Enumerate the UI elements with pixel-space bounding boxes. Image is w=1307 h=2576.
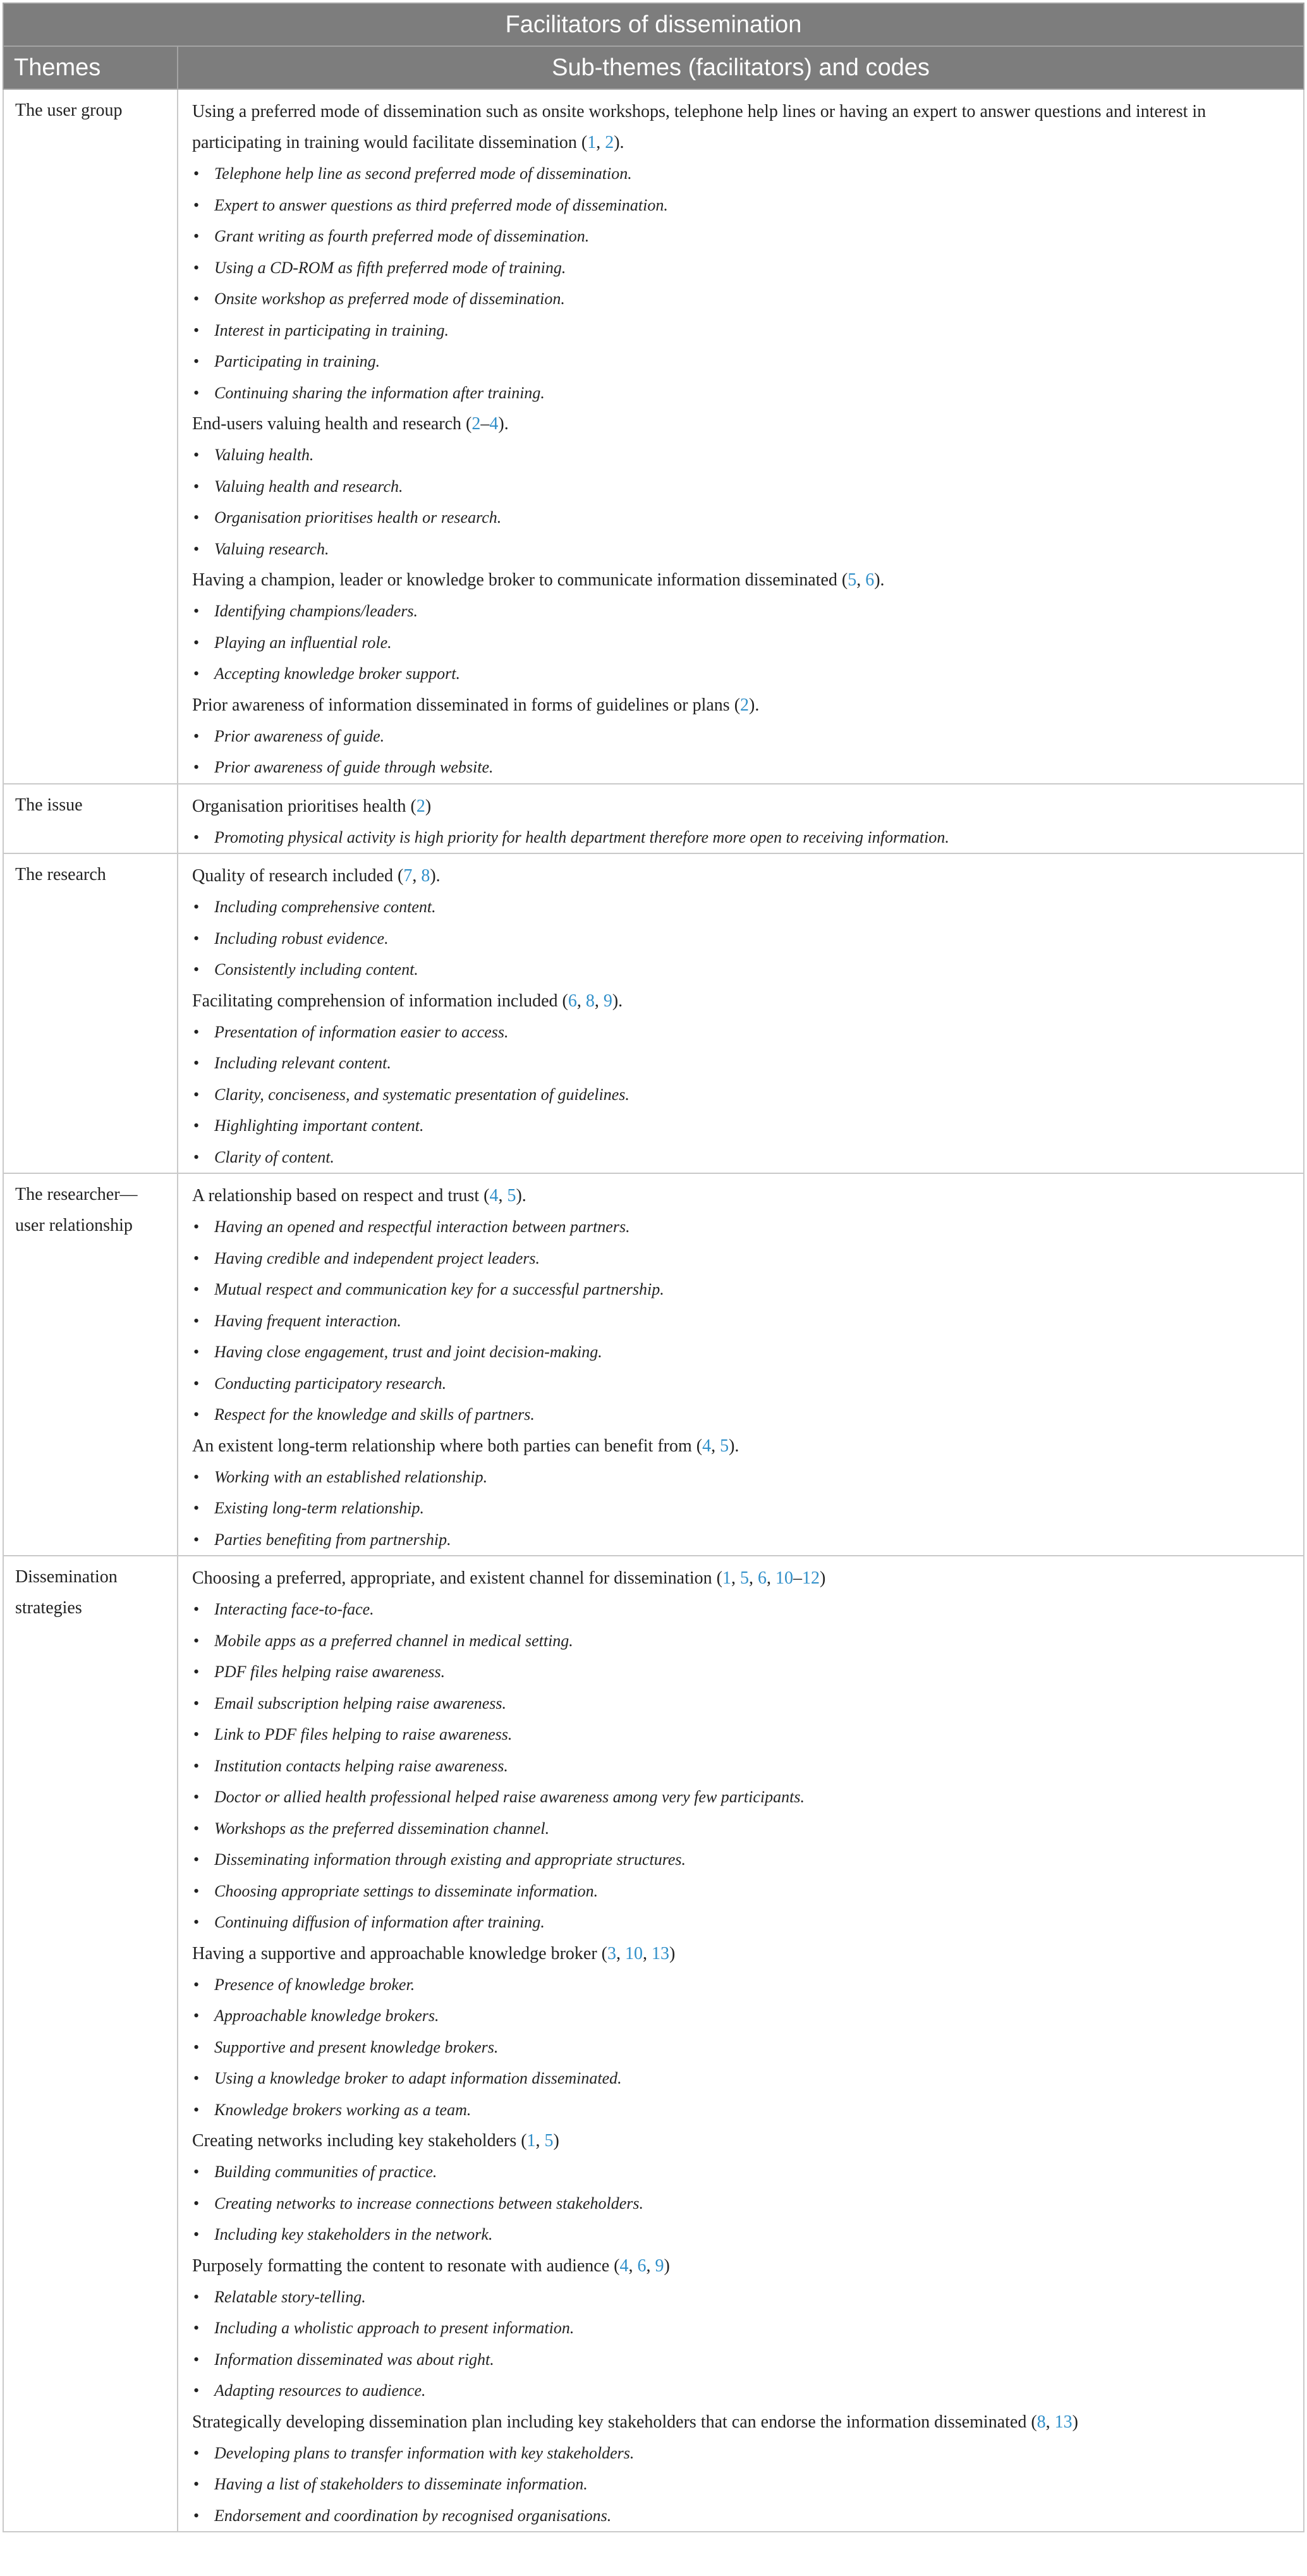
bullet-icon: •: [193, 352, 200, 370]
reference-link[interactable]: 7: [403, 866, 413, 886]
bullet-icon: •: [193, 1054, 200, 1072]
reference-separator: ,: [748, 1568, 758, 1588]
reference-link[interactable]: 1: [587, 133, 597, 152]
sub-theme-text: Purposely formatting the content to resonate with audience (: [192, 2256, 620, 2276]
theme-cell: The issue: [3, 784, 178, 854]
sub-theme-text: Using a preferred mode of dissemination such as onsite workshops, telephone help lines or having an expert to answer questions and interest in participating in training would facilitate dissemination (: [192, 102, 1207, 152]
code-item: [192, 2219, 1291, 2250]
sub-theme-text: Choosing a preferred, appropriate, and existent channel for dissemination (: [192, 1568, 722, 1588]
code-item: [192, 1625, 1291, 1657]
code-item: [192, 1594, 1291, 1625]
reference-link[interactable]: 2: [740, 695, 750, 715]
bullet-icon: •: [193, 1311, 200, 1330]
code-text: Having credible and independent project leaders.: [214, 1248, 540, 1267]
code-text: Building communities of practice.: [214, 2163, 437, 2181]
code-text: Email subscription helping raise awareness.: [214, 1694, 506, 1712]
code-text: Existing long-term relationship.: [214, 1499, 424, 1517]
sub-theme: [192, 2125, 1291, 2156]
code-item: [192, 954, 1291, 986]
subthemes-cell: [178, 853, 1304, 1173]
theme-cell: The research: [3, 853, 178, 1173]
code-text: Organisation prioritises health or research.: [214, 508, 502, 527]
code-text: Using a knowledge broker to adapt information disseminated.: [214, 2069, 622, 2087]
code-text: Having an opened and respectful interaction between partners.: [214, 1218, 630, 1236]
reference-separator: ,: [628, 2256, 638, 2276]
code-item: [192, 2438, 1291, 2469]
sub-theme-closing: ): [669, 1943, 676, 1963]
reference-separator: ,: [646, 2256, 655, 2276]
theme-cell: The researcher—user relationship: [3, 1173, 178, 1556]
code-text: Respect for the knowledge and skills of partners.: [214, 1405, 535, 1424]
code-text: Institution contacts helping raise awareness.: [214, 1756, 508, 1775]
code-item: [192, 658, 1291, 690]
reference-link[interactable]: 6: [865, 570, 875, 590]
bullet-icon: •: [193, 508, 200, 527]
code-item: [192, 502, 1291, 534]
sub-theme-text: Strategically developing dissemination plan including key stakeholders that can endorse the information disseminated (: [192, 2412, 1037, 2432]
code-text: Continuing diffusion of information after training.: [214, 1913, 545, 1931]
code-item: [192, 1656, 1291, 1688]
bullet-icon: •: [193, 164, 200, 183]
table-title: Facilitators of dissemination: [3, 3, 1304, 46]
bullet-icon: •: [193, 827, 200, 846]
code-text: Promoting physical activity is high priority for health department therefore more open to receiving information.: [214, 827, 949, 846]
code-item: [192, 1336, 1291, 1368]
code-item: [192, 2500, 1291, 2532]
reference-link[interactable]: 5: [739, 1568, 749, 1588]
code-text: Valuing health and research.: [214, 477, 403, 496]
reference-separator: ,: [616, 1943, 625, 1963]
code-text: Having frequent interaction.: [214, 1311, 401, 1330]
code-text: Identifying champions/leaders.: [214, 602, 418, 620]
bullet-icon: •: [193, 1116, 200, 1135]
sub-theme-closing: ): [425, 796, 432, 816]
reference-link[interactable]: 10: [775, 1568, 793, 1588]
reference-link[interactable]: 5: [848, 570, 857, 590]
bullet-icon: •: [193, 2163, 200, 2181]
reference-link[interactable]: 2: [605, 133, 614, 152]
sub-theme: [192, 1180, 1291, 1211]
code-text: Link to PDF files helping to raise awareness.: [214, 1725, 513, 1743]
code-text: Prior awareness of guide through website.: [214, 758, 494, 776]
bullet-icon: •: [193, 258, 200, 277]
code-item: [192, 1368, 1291, 1400]
sub-theme-closing: ).: [498, 414, 509, 434]
code-text: Highlighting important content.: [214, 1116, 424, 1135]
reference-link[interactable]: 2: [416, 796, 425, 816]
code-item: [192, 315, 1291, 346]
bullet-icon: •: [193, 960, 200, 979]
code-text: Including comprehensive content.: [214, 898, 436, 916]
sub-theme-text: Prior awareness of information disseminated in forms of guidelines or plans (: [192, 695, 741, 715]
reference-separator: ,: [498, 1186, 508, 1206]
reference-separator: ,: [766, 1568, 775, 1588]
bullet-icon: •: [193, 227, 200, 245]
bullet-icon: •: [193, 2006, 200, 2025]
bullet-icon: •: [193, 1725, 200, 1743]
reference-link[interactable]: 13: [1054, 2412, 1073, 2432]
bullet-icon: •: [193, 2319, 200, 2337]
sub-theme-text: A relationship based on respect and trust (: [192, 1186, 490, 1206]
table-row: [3, 853, 1304, 1173]
reference-link[interactable]: 6: [568, 991, 577, 1011]
code-item: [192, 1274, 1291, 1305]
theme-cell: Dissemination strategies: [3, 1556, 178, 2532]
code-item: [192, 377, 1291, 409]
code-item: [192, 534, 1291, 565]
reference-separator: ,: [731, 1568, 740, 1588]
code-item: [192, 752, 1291, 783]
code-item: [192, 891, 1291, 923]
code-item: [192, 1142, 1291, 1173]
code-text: Supportive and present knowledge brokers.: [214, 2037, 499, 2056]
sub-theme-closing: ): [1072, 2412, 1078, 2432]
reference-link[interactable]: 1: [526, 2131, 536, 2151]
code-item: [192, 2375, 1291, 2407]
bullet-icon: •: [193, 1788, 200, 1806]
sub-theme-closing: ).: [749, 695, 760, 715]
reference-separator: ,: [412, 866, 422, 886]
bullet-icon: •: [193, 929, 200, 948]
sub-theme-text: Organisation prioritises health (: [192, 796, 416, 816]
bullet-icon: •: [193, 2506, 200, 2525]
reference-link[interactable]: 5: [720, 1436, 729, 1456]
table-row: [3, 1173, 1304, 1556]
reference-link[interactable]: 4: [619, 2256, 629, 2276]
code-text: Having close engagement, trust and joint decision-making.: [214, 1343, 602, 1361]
sub-theme-closing: ).: [874, 570, 885, 590]
sub-theme-closing: ): [664, 2256, 670, 2276]
sub-theme: [192, 986, 1291, 1016]
code-text: Mutual respect and communication key for a successful partnership.: [214, 1280, 664, 1298]
bullet-icon: •: [193, 1280, 200, 1298]
bullet-icon: •: [193, 1218, 200, 1236]
bullet-icon: •: [193, 1694, 200, 1712]
bullet-icon: •: [193, 1343, 200, 1361]
reference-link[interactable]: 8: [585, 991, 595, 1011]
subthemes-cell: [178, 784, 1304, 854]
sub-theme-text: Having a supportive and approachable knowledge broker (: [192, 1943, 607, 1963]
code-text: Expert to answer questions as third preferred mode of dissemination.: [214, 195, 668, 214]
code-item: [192, 439, 1291, 471]
code-text: Grant writing as fourth preferred mode of dissemination.: [214, 227, 590, 245]
code-item: [192, 346, 1291, 377]
bullet-icon: •: [193, 2475, 200, 2493]
code-text: Doctor or allied health professional helped raise awareness among very few participants.: [214, 1788, 805, 1806]
sub-theme: [192, 860, 1291, 891]
code-item: [192, 1876, 1291, 1907]
reference-link[interactable]: 5: [507, 1186, 516, 1206]
code-item: [192, 2063, 1291, 2094]
bullet-icon: •: [193, 1600, 200, 1618]
code-item: [192, 1211, 1291, 1243]
reference-separator: ,: [1045, 2412, 1055, 2432]
subthemes-cell: [178, 89, 1304, 784]
subthemes-cell: [178, 1173, 1304, 1556]
code-text: Participating in training.: [214, 352, 380, 370]
code-item: [192, 158, 1291, 190]
theme-cell: The user group: [3, 89, 178, 784]
code-item: [192, 595, 1291, 627]
sub-theme-closing: ): [819, 1568, 826, 1588]
code-item: [192, 1969, 1291, 2001]
sub-theme: [192, 565, 1291, 595]
code-item: [192, 1399, 1291, 1431]
bullet-icon: •: [193, 1850, 200, 1869]
code-text: Information disseminated was about right.: [214, 2350, 494, 2369]
reference-link[interactable]: 2: [471, 414, 481, 434]
reference-link[interactable]: 6: [637, 2256, 647, 2276]
code-text: Interest in participating in training.: [214, 320, 449, 339]
code-item: [192, 1305, 1291, 1337]
reference-separator: ,: [594, 991, 604, 1011]
reference-link[interactable]: 8: [421, 866, 430, 886]
bullet-icon: •: [193, 1756, 200, 1775]
column-header-subthemes: Sub-themes (facilitators) and codes: [178, 46, 1304, 89]
code-text: Continuing sharing the information after training.: [214, 383, 545, 402]
code-text: Developing plans to transfer information with key stakeholders.: [214, 2443, 635, 2462]
reference-separator: ,: [856, 570, 866, 590]
bullet-icon: •: [193, 2194, 200, 2213]
bullet-icon: •: [193, 1975, 200, 1994]
code-item: [192, 2094, 1291, 2126]
code-text: Including a wholistic approach to present information.: [214, 2319, 574, 2337]
sub-theme: [192, 408, 1291, 439]
code-item: [192, 283, 1291, 315]
sub-theme-closing: ): [553, 2131, 559, 2151]
bullet-icon: •: [193, 2350, 200, 2369]
code-text: Having a list of stakeholders to disseminate information.: [214, 2475, 588, 2493]
reference-link[interactable]: 5: [544, 2131, 554, 2151]
bullet-icon: •: [193, 1022, 200, 1041]
code-text: Choosing appropriate settings to disseminate information.: [214, 1881, 599, 1900]
reference-separator: ,: [711, 1436, 720, 1456]
code-item: [192, 2156, 1291, 2188]
bullet-icon: •: [193, 320, 200, 339]
code-item: [192, 1688, 1291, 1719]
sub-theme-closing: ).: [612, 991, 623, 1011]
bullet-icon: •: [193, 1374, 200, 1393]
code-item: [192, 1492, 1291, 1524]
code-item: [192, 2000, 1291, 2032]
bullet-icon: •: [193, 2381, 200, 2400]
code-text: Including robust evidence.: [214, 929, 389, 948]
code-text: Knowledge brokers working as a team.: [214, 2100, 471, 2119]
code-item: [192, 1462, 1291, 1493]
bullet-icon: •: [193, 1147, 200, 1166]
bullet-icon: •: [193, 1499, 200, 1517]
sub-theme-text: End-users valuing health and research (: [192, 414, 472, 434]
sub-theme-closing: ).: [729, 1436, 739, 1456]
code-text: Onsite workshop as preferred mode of dissemination.: [214, 290, 565, 308]
code-item: [192, 1844, 1291, 1876]
sub-theme: [192, 791, 1291, 822]
code-text: Clarity, conciseness, and systematic presentation of guidelines.: [214, 1085, 629, 1104]
bullet-icon: •: [193, 383, 200, 402]
code-item: [192, 1719, 1291, 1750]
code-item: [192, 822, 1291, 853]
bullet-icon: •: [193, 1663, 200, 1681]
reference-link[interactable]: 9: [603, 991, 612, 1011]
bullet-icon: •: [193, 2225, 200, 2243]
sub-theme: [192, 1938, 1291, 1969]
sub-theme: [192, 1563, 1291, 1594]
code-text: Disseminating information through existing and appropriate structures.: [214, 1850, 686, 1869]
reference-link[interactable]: 4: [489, 1186, 499, 1206]
code-item: [192, 923, 1291, 955]
code-item: [192, 1016, 1291, 1048]
bullet-icon: •: [193, 2037, 200, 2056]
reference-separator: ,: [643, 1943, 652, 1963]
reference-separator: –: [793, 1568, 802, 1588]
bullet-icon: •: [193, 1819, 200, 1838]
bullet-icon: •: [193, 1248, 200, 1267]
table-row: [3, 784, 1304, 854]
column-header-themes: Themes: [3, 46, 178, 89]
code-item: [192, 221, 1291, 252]
code-item: [192, 1750, 1291, 1782]
sub-theme-text: Creating networks including key stakeholders (: [192, 2131, 527, 2151]
code-item: [192, 1813, 1291, 1845]
bullet-icon: •: [193, 1913, 200, 1931]
code-item: [192, 190, 1291, 221]
code-text: Including key stakeholders in the network.: [214, 2225, 493, 2243]
code-item: [192, 2344, 1291, 2376]
bullet-icon: •: [193, 2069, 200, 2087]
reference-link[interactable]: 4: [489, 414, 499, 434]
code-text: Accepting knowledge broker support.: [214, 664, 460, 683]
reference-link[interactable]: 10: [625, 1943, 643, 1963]
subthemes-cell: [178, 1556, 1304, 2532]
code-item: [192, 2188, 1291, 2219]
bullet-icon: •: [193, 290, 200, 308]
code-text: Adapting resources to audience.: [214, 2381, 426, 2400]
code-item: [192, 2469, 1291, 2500]
code-text: Telephone help line as second preferred mode of dissemination.: [214, 164, 632, 183]
bullet-icon: •: [193, 1530, 200, 1549]
code-item: [192, 1047, 1291, 1079]
table-row: [3, 89, 1304, 784]
code-item: [192, 471, 1291, 503]
reference-link[interactable]: 1: [722, 1568, 731, 1588]
code-text: Including relevant content.: [214, 1054, 391, 1072]
code-item: [192, 1907, 1291, 1938]
sub-theme-text: Having a champion, leader or knowledge broker to communicate information disseminated (: [192, 570, 848, 590]
reference-link[interactable]: 9: [655, 2256, 664, 2276]
sub-theme-text: Quality of research included (: [192, 866, 404, 886]
code-text: Clarity of content.: [214, 1147, 334, 1166]
bullet-icon: •: [193, 1631, 200, 1650]
bullet-icon: •: [193, 2100, 200, 2119]
code-text: Prior awareness of guide.: [214, 726, 385, 745]
code-text: Using a CD-ROM as fifth preferred mode of training.: [214, 258, 566, 277]
code-item: [192, 1524, 1291, 1556]
bullet-icon: •: [193, 446, 200, 464]
table-row: [3, 1556, 1304, 2532]
code-item: [192, 1243, 1291, 1274]
bullet-icon: •: [193, 2443, 200, 2462]
code-text: Endorsement and coordination by recognised organisations.: [214, 2506, 612, 2525]
bullet-icon: •: [193, 2287, 200, 2306]
code-text: Workshops as the preferred dissemination channel.: [214, 1819, 550, 1838]
code-text: Mobile apps as a preferred channel in medical setting.: [214, 1631, 573, 1650]
code-item: [192, 721, 1291, 752]
code-text: PDF files helping raise awareness.: [214, 1663, 446, 1681]
code-item: [192, 2032, 1291, 2063]
reference-separator: ,: [576, 991, 586, 1011]
bullet-icon: •: [193, 633, 200, 652]
bullet-icon: •: [193, 1085, 200, 1104]
sub-theme: [192, 2250, 1291, 2281]
code-text: Conducting participatory research.: [214, 1374, 447, 1393]
code-item: [192, 627, 1291, 659]
bullet-icon: •: [193, 195, 200, 214]
code-item: [192, 252, 1291, 284]
code-text: Approachable knowledge brokers.: [214, 2006, 439, 2025]
code-text: Valuing health.: [214, 446, 314, 464]
reference-link[interactable]: 3: [607, 1943, 616, 1963]
code-text: Presentation of information easier to access.: [214, 1022, 509, 1041]
bullet-icon: •: [193, 726, 200, 745]
code-item: [192, 2281, 1291, 2313]
bullet-icon: •: [193, 1467, 200, 1486]
reference-link[interactable]: 12: [801, 1568, 820, 1588]
code-text: Playing an influential role.: [214, 633, 392, 652]
code-item: [192, 1110, 1291, 1142]
facilitators-table: [3, 3, 1304, 2532]
sub-theme-text: An existent long-term relationship where both parties can benefit from (: [192, 1436, 703, 1456]
reference-link[interactable]: 4: [702, 1436, 712, 1456]
sub-theme-closing: ).: [516, 1186, 526, 1206]
bullet-icon: •: [193, 539, 200, 558]
code-text: Working with an established relationship.: [214, 1467, 488, 1486]
reference-separator: ,: [535, 2131, 545, 2151]
code-text: Consistently including content.: [214, 960, 418, 979]
sub-theme-closing: ).: [430, 866, 441, 886]
bullet-icon: •: [193, 1405, 200, 1424]
sub-theme: [192, 2407, 1291, 2438]
bullet-icon: •: [193, 664, 200, 683]
sub-theme: [192, 96, 1291, 158]
reference-separator: –: [480, 414, 490, 434]
bullet-icon: •: [193, 477, 200, 496]
reference-link[interactable]: 13: [652, 1943, 669, 1963]
bullet-icon: •: [193, 758, 200, 776]
code-item: [192, 1079, 1291, 1111]
code-item: [192, 1781, 1291, 1813]
sub-theme-closing: ).: [614, 133, 624, 152]
code-text: Interacting face-to-face.: [214, 1600, 374, 1618]
sub-theme: [192, 690, 1291, 721]
code-text: Valuing research.: [214, 539, 329, 558]
table-body: [3, 89, 1304, 2532]
bullet-icon: •: [193, 898, 200, 916]
code-text: Relatable story-telling.: [214, 2287, 366, 2306]
reference-link[interactable]: 8: [1036, 2412, 1046, 2432]
code-item: [192, 2312, 1291, 2344]
reference-link[interactable]: 6: [757, 1568, 767, 1588]
code-text: Creating networks to increase connections between stakeholders.: [214, 2194, 643, 2213]
sub-theme-text: Facilitating comprehension of information included (: [192, 991, 568, 1011]
sub-theme: [192, 1431, 1291, 1462]
bullet-icon: •: [193, 602, 200, 620]
code-text: Presence of knowledge broker.: [214, 1975, 415, 1994]
code-text: Parties benefiting from partnership.: [214, 1530, 451, 1549]
bullet-icon: •: [193, 1881, 200, 1900]
reference-separator: ,: [596, 133, 605, 152]
